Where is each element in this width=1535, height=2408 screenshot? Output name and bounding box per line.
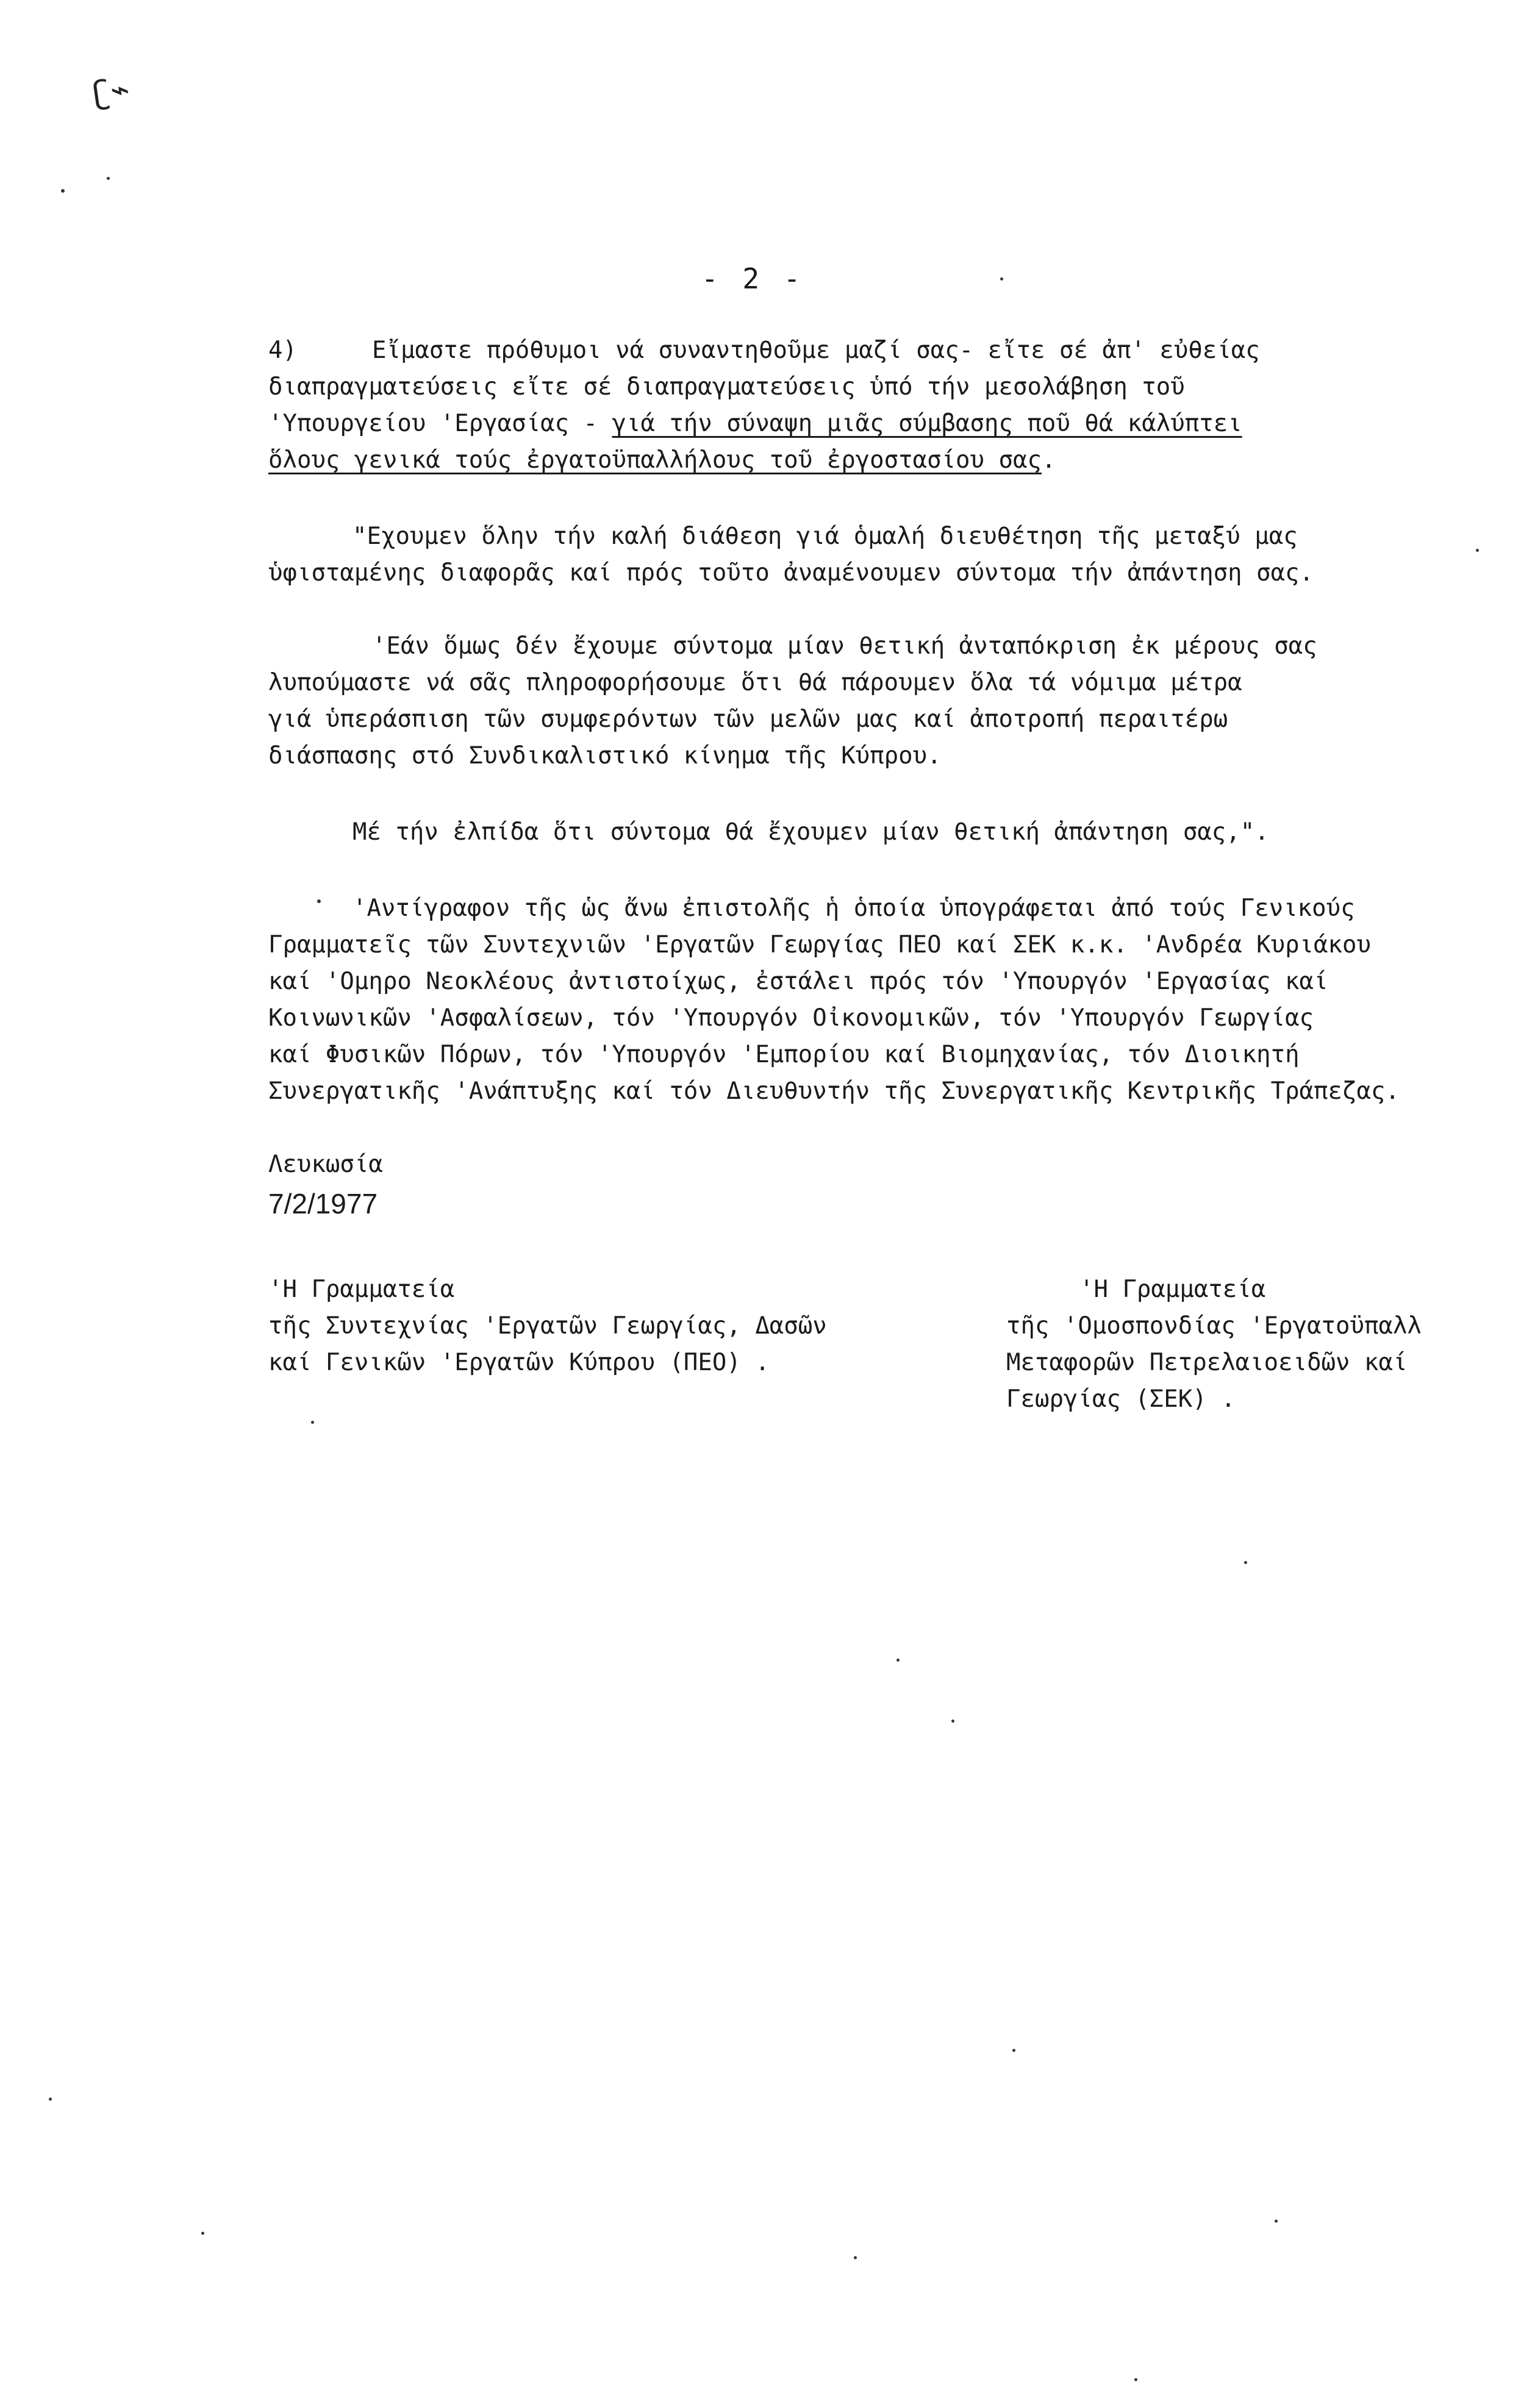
paragraph-5-line-6: Συνεργατικῆς 'Ανάπτυξης καί τόν Διευθυντήν τῆς Συνεργατικῆς Κεντρικῆς Τράπεζας.: [268, 1077, 1400, 1105]
paragraph-2-line-2: ὑφισταμένης διαφορᾶς καί πρός τοῦτο ἀναμένουμεν σύντομα τήν ἀπάντηση σας.: [268, 559, 1314, 587]
scan-speck: [61, 189, 65, 193]
scan-speck: [951, 1720, 954, 1723]
paragraph-1-line-2: διαπραγματεύσεις εἴτε σέ διαπραγματεύσεις ὑπό τήν μεσολάβηση τοῦ: [268, 373, 1185, 401]
scan-speck: [1000, 277, 1003, 280]
page-number: - 2 -: [701, 262, 804, 295]
signature-left-line-3: καί Γενικῶν 'Εργατῶν Κύπρου (ΠΕΟ) .: [268, 1349, 770, 1376]
paragraph-1-line-3a: 'Υπουργείου 'Εργασίας -: [268, 410, 612, 437]
paragraph-4-line-1: Μέ τήν ἐλπίδα ὅτι σύντομα θά ἔχουμεν μίαν θετική ἀπάντηση σας,".: [352, 818, 1269, 846]
paragraph-1-line-3: [268, 406, 1242, 442]
scan-speck: [201, 2232, 204, 2235]
paragraph-3-line-1: 'Εάν ὅμως δέν ἔχουμε σύντομα μίαν θετική ἀνταπόκριση ἐκ μέρους σας: [372, 632, 1317, 660]
scan-speck: [1476, 549, 1479, 552]
scan-speck: [854, 2256, 857, 2259]
place-date: [268, 1146, 383, 1222]
signature-left-line-1: 'Η Γραμματεία: [268, 1276, 455, 1303]
scan-speck: [896, 1659, 900, 1662]
scan-speck: [1244, 1561, 1247, 1564]
signature-right-line-3: Μεταφορῶν Πετρελαιοειδῶν καί: [1006, 1349, 1408, 1376]
paragraph-2-line-1: "Εχουμεν ὅλην τήν καλή διάθεση γιά ὁμαλή διευθέτηση τῆς μεταξύ μας: [352, 523, 1298, 550]
paragraph-5-line-5: καί Φυσικῶν Πόρων, τόν 'Υπουργόν 'Εμπορίου καί Βιομηχανίας, τόν Διοικητή: [268, 1041, 1300, 1068]
scan-speck: [49, 2098, 52, 2101]
date: 7/2/1977: [268, 1188, 378, 1220]
paragraph-5-line-4: Κοινωνικῶν 'Ασφαλίσεων, τόν 'Υπουργόν Οἰκονομικῶν, τόν 'Υπουργόν Γεωργίας: [268, 1004, 1314, 1032]
paragraph-3-line-3: γιά ὑπεράσπιση τῶν συμφερόντων τῶν μελῶν μας καί ἀποτροπή περαιτέρω: [268, 706, 1228, 733]
scan-speck: [1134, 2378, 1137, 2381]
paragraph-5-line-1: 'Αντίγραφον τῆς ὡς ἄνω ἐπιστολῆς ἡ ὁποία ὑπογράφεται ἀπό τούς Γενικούς: [352, 895, 1355, 922]
signature-left-line-2: τῆς Συντεχνίας 'Εργατῶν Γεωργίας, Δασῶν: [268, 1312, 827, 1340]
signature-right-line-4: Γεωργίας (ΣΕΚ) .: [1006, 1385, 1236, 1413]
underlined-text: γιά τήν σύναψη μιᾶς σύμβασης ποῦ θά κάλύπτει: [612, 410, 1242, 437]
place: Λευκωσία: [268, 1151, 383, 1178]
scan-speck: [1012, 2049, 1015, 2052]
paragraph-5-line-3: καί 'Ομηρο Νεοκλέους ἀντιστοίχως, ἐστάλει πρός τόν 'Υπουργόν 'Εργασίας καί: [268, 968, 1328, 995]
underlined-text-2: ὅλους γενικά τούς ἐργατοϋπαλλήλους τοῦ ἐργοστασίου σας: [268, 446, 1042, 474]
item-number: 4): [268, 337, 297, 364]
scan-speck: [317, 899, 321, 903]
scan-speck: [1275, 2220, 1278, 2223]
paragraph-1-line-4-end: .: [1041, 446, 1056, 474]
paragraph-1-line-1: Εἴμαστε πρόθυμοι νά συναντηθοῦμε μαζί σας- εἴτε σέ ἀπ' εὐθείας: [372, 337, 1260, 364]
paragraph-1-line-4: [268, 442, 1056, 479]
paragraph-5-line-2: Γραμματεῖς τῶν Συντεχνιῶν 'Εργατῶν Γεωργίας ΠΕΟ καί ΣΕΚ κ.κ. 'Ανδρέα Κυριάκου: [268, 931, 1371, 959]
scan-speck: [107, 177, 110, 180]
paragraph-3-line-2: λυπούμαστε νά σᾶς πληροφορήσουμε ὅτι θά πάρουμεν ὅλα τά νόμιμα μέτρα: [268, 669, 1242, 696]
handwritten-mark: ʗ⌁: [89, 70, 132, 113]
signature-right-line-2: τῆς 'Ομοσπονδίας 'Εργατοϋπαλλ: [1006, 1312, 1422, 1340]
paragraph-3-line-4: διάσπασης στό Συνδικαλιστικό κίνημα τῆς Κύπρου.: [268, 742, 942, 770]
scan-speck: [311, 1421, 314, 1424]
signature-right-line-1: 'Η Γραμματεία: [1079, 1276, 1266, 1303]
